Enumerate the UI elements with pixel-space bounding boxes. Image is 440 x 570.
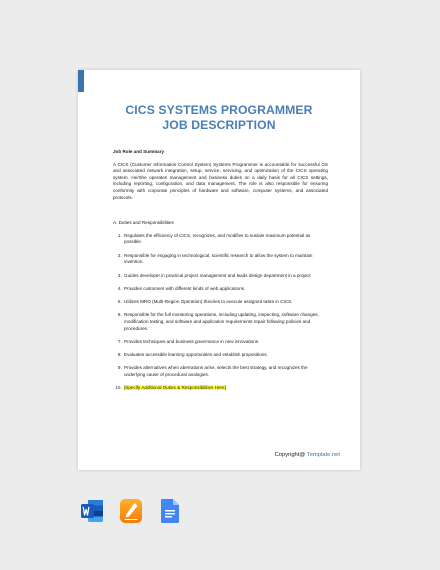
google-docs-icon[interactable] [158, 498, 182, 524]
duty-item: 3. Guides developer in practical project management and leads design department in a project [123, 273, 328, 280]
title-line-2: JOB DESCRIPTION [162, 118, 276, 132]
accent-bar [78, 70, 84, 92]
document-page [78, 70, 360, 470]
title-line-1: CICS SYSTEMS PROGRAMMER [125, 103, 313, 117]
duty-item: 4. Provides customers with different kinds of web applications. [123, 286, 328, 293]
placeholder-highlight: [Specify Additional Duties & Responsibilities Here] [124, 385, 226, 391]
duty-item [123, 385, 328, 392]
duty-item: 8. Evaluates accessible learning opportunities and establish propositions. [123, 352, 328, 359]
duties-list [113, 233, 328, 392]
duty-item: 1. Regulates the efficiency of CICS, recognizes, and modifies to sustain maximum potential as possible. [123, 233, 328, 246]
word-icon[interactable] [80, 498, 104, 524]
duty-item: 9. Provides alternatives when aberrations arise, selects the best strategy, and recognizes the underlying cause of procedural analogies. [123, 365, 328, 378]
duty-item: 7. Provides techniques and business governance in new innovations. [123, 339, 328, 346]
summary-heading: Job Role and Summary [113, 149, 165, 154]
duties-heading: A. Duties and Responsibilities [113, 220, 174, 226]
duty-item: 6. Responsible for the full monitoring operations, including updating, inspecting, software changes, modification testing, and software and application requirements repair following policies and procedures. [123, 312, 328, 332]
document-body [113, 149, 328, 399]
copyright-text: Copyright@ [274, 452, 306, 458]
duty-item: 2. Responsible for engaging in technological, scientific research to allow the system to maintain invention. [123, 253, 328, 266]
pages-icon[interactable] [119, 498, 143, 524]
document-title [78, 103, 360, 133]
summary-text: A CICS (Customer Information Control System) Systems Programmer is accountable for successful OS and associated network integration, setup, service, servicing, and optimization of the CICS operating system. He/She operates management and business duties on a daily basis for all CICS settings, including reporting, configuration, and data management. The role is also responsible for ensuring conformity with corporate principles of hardware and software, computer systems, and associated protocols. [113, 161, 328, 200]
template-brand-link[interactable]: Template.net [306, 452, 340, 458]
duty-item: 5. Utilizes MRO (Multi-Region Operation) theories to execute assigned tasks in CICS. [123, 299, 328, 306]
copyright-line [275, 452, 340, 458]
